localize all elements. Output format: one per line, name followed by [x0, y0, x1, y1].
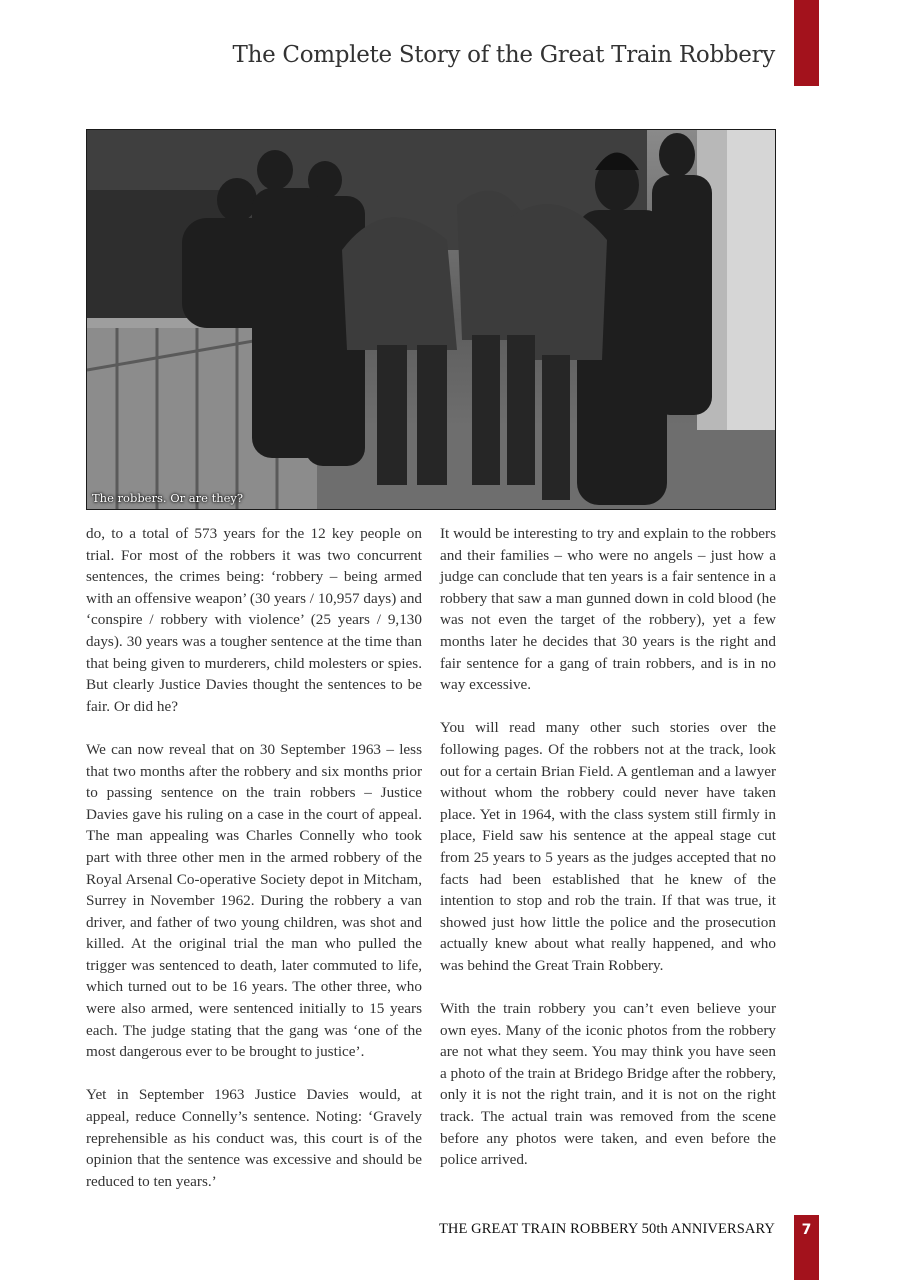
page-number-tab: [794, 1215, 819, 1280]
photo-caption: The robbers. Or are they?: [92, 491, 244, 505]
paragraph: Yet in September 1963 Justice Davies would, at appeal, reduce Connelly’s sentence. Noting: ‘Gravely reprehensible as his conduct was, this court is of the opinion that the sentence was excessive and should be reduced to ten years.’: [86, 1086, 422, 1190]
article-column-left: [86, 523, 422, 1214]
paragraph: do, to a total of 573 years for the 12 key people on trial. For most of the robbers it was two concurrent sentences, the crimes being: ‘robbery – being armed with an offensive weapon’ (30 years / 10,957 days) and ‘conspire / robbery with violence’ (25 years / 9,130 days). 30 years was a tougher sentence at the time than that being given to murderers, child molesters or spies. But clearly Justice Davies thought the sentences to be fair. Or did he?: [86, 525, 423, 715]
paragraph: We can now reveal that on 30 September 1963 – less that two months after the robbery and six months prior to passing sentence on the train robbers – Justice Davies gave his ruling on a case in the court of appeal. The man appealing was Charles Connelly who took part with three other men in the armed robbery of the Royal Arsenal Co-operative Society depot in Mitcham, Surrey in November 1962. During the robbery a van driver, and father of two young children, was shot and killed. At the original trial the man who pulled the trigger was sentenced to death, later commuted to life, which turned out to be 16 years. The other three, who were also armed, were sentenced initially to 15 years each. The judge stating that the gang was ‘one of the most dangerous ever to be brought to justice’.: [86, 740, 422, 1061]
footer-publication-title: THE GREAT TRAIN ROBBERY 50th ANNIVERSARY: [438, 1221, 775, 1237]
paragraph: It would be interesting to try and explain to the robbers and their families – who were no angels – just how a judge can conclude that ten years is a fair sentence in a robbery that saw a man gunned down in cold blood (he was not even the target of the robbery), yet a few months later he decides that 30 years is the right and fair sentence for a gang of train robbers, and is in no way excessive.: [440, 525, 776, 694]
red-accent-tab-top: [794, 0, 819, 86]
article-column-right: [440, 523, 776, 1192]
page-number: 7: [801, 1222, 812, 1238]
paragraph: You will read many other such stories over the following pages. Of the robbers not at the track, look out for a certain Brian Field. A gentleman and a lawyer without whom the robbery could never have taken place. Yet in 1964, with the class system still firmly in place, Field saw his sentence at the appeal stage cut from 25 years to 5 years as the judges accepted that no facts had been established that he knew of the intention to stop and rob the train. If that was true, it showed just how little the police and the prosecution actually knew about what really happened, and who was behind the Great Train Robbery.: [440, 719, 776, 974]
article-photo: [86, 129, 776, 510]
robbers-photo-illustration: [87, 130, 775, 509]
paragraph: With the train robbery you can’t even believe your own eyes. Many of the iconic photos from the robbery are not what they seem. You may think you have seen a photo of the train at Bridego Bridge after the robbery, only it is not the right train, and it is not on the right track. The actual train was removed from the scene before any photos were taken, and even before the police arrived.: [440, 1000, 776, 1169]
page-header-title: The Complete Story of the Great Train Robbery: [232, 42, 775, 68]
